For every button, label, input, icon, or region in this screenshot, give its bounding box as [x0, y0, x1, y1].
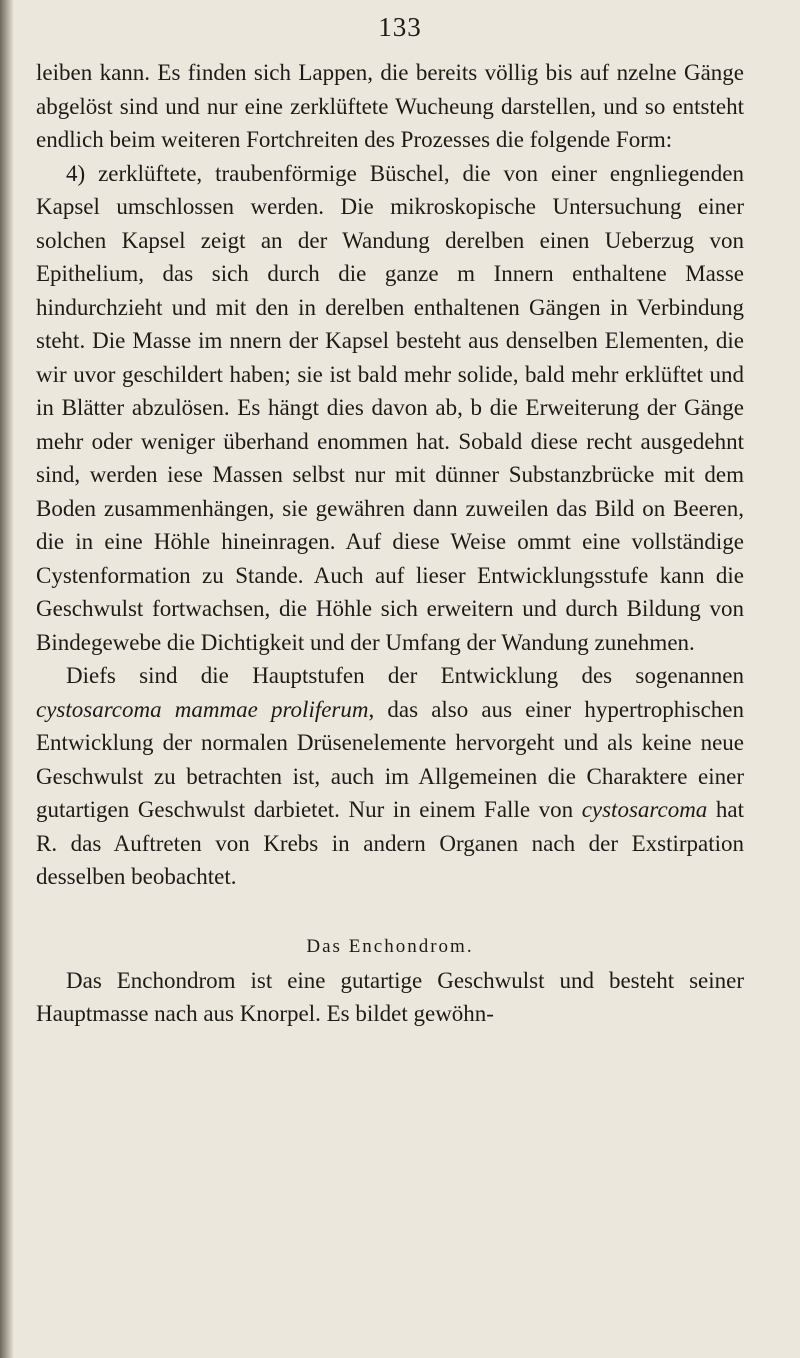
term-cystosarcoma-mammae-proliferum: cystosarcoma mammae proliferum: [36, 696, 369, 722]
paragraph-3: [36, 659, 744, 894]
page-number: 133: [378, 12, 422, 42]
paragraph-4: Das Enchondrom ist eine gutartige Geschwulst und besteht seiner Hauptmasse nach aus Knorpel. Es bildet gewöhn-: [36, 967, 744, 1026]
section-heading-enchondrom: Das Enchondrom.: [306, 935, 474, 957]
body-text: [36, 56, 744, 1031]
paragraph-3-text-c: hat R. das Auftreten von Krebs in andern Organen nach der Exstirpation desselben beobachtet.: [36, 797, 744, 889]
term-cystosarcoma: cystosarcoma: [581, 797, 708, 822]
paragraph-3-text-b: , das also aus einer hypertrophischen Entwicklung der normalen Drüsenelemente hervorgeht und als keine neue Geschwulst zu betrachten ist, auch im Allgemeinen die Charaktere einer gutartigen Geschwulst darbietet. Nur in einem Falle von: [36, 696, 744, 822]
paragraph-2: 4) zerklüftete, traubenförmige Büschel, die von einer engnliegenden Kapsel umschlossen werden. Die mikroskopische Untersuchung einer solchen Kapsel zeigt an der Wandung derelben einen Ueberzug von Epithelium, das sich durch die ganze m Innern enthaltene Masse hindurchzieht und mit den in derelben enthaltenen Gängen in Verbindung steht. Die Masse im nnern der Kapsel besteht aus denselben Elementen, die wir uvor geschildert haben; sie ist bald mehr solide, bald mehr erklüftet und in Blätter abzulösen. Es hängt dies davon ab, b die Erweiterung der Gänge mehr oder weniger überhand enommen hat. Sobald diese recht ausgedehnt sind, werden iese Massen selbst nur mit dünner Substanzbrücke mit dem Boden zusammenhängen, sie gewähren dann zuweilen das Bild on Beeren, die in eine Höhle hineinragen. Auf diese Weise ommt eine vollständige Cystenformation zu Stande. Auch auf lieser Entwicklungsstufe kann die Geschwulst fortwachsen, die Höhle sich erweitern und durch Bildung von Bindegewebe die Dichtigkeit und der Umfang der Wandung zunehmen.: [36, 160, 744, 655]
paragraph-3-text-a: Diefs sind die Hauptstufen der Entwicklung des sogenannen: [66, 663, 744, 688]
paragraph-1: leiben kann. Es finden sich Lappen, die bereits völlig bis auf nzelne Gänge abgelöst sind und nur eine zerklüftete Wucheung darstellen, und so entsteht endlich beim weiteren Fortchreiten des Prozesses die folgende Form:: [36, 60, 744, 152]
book-gutter-shadow: [0, 0, 14, 1358]
